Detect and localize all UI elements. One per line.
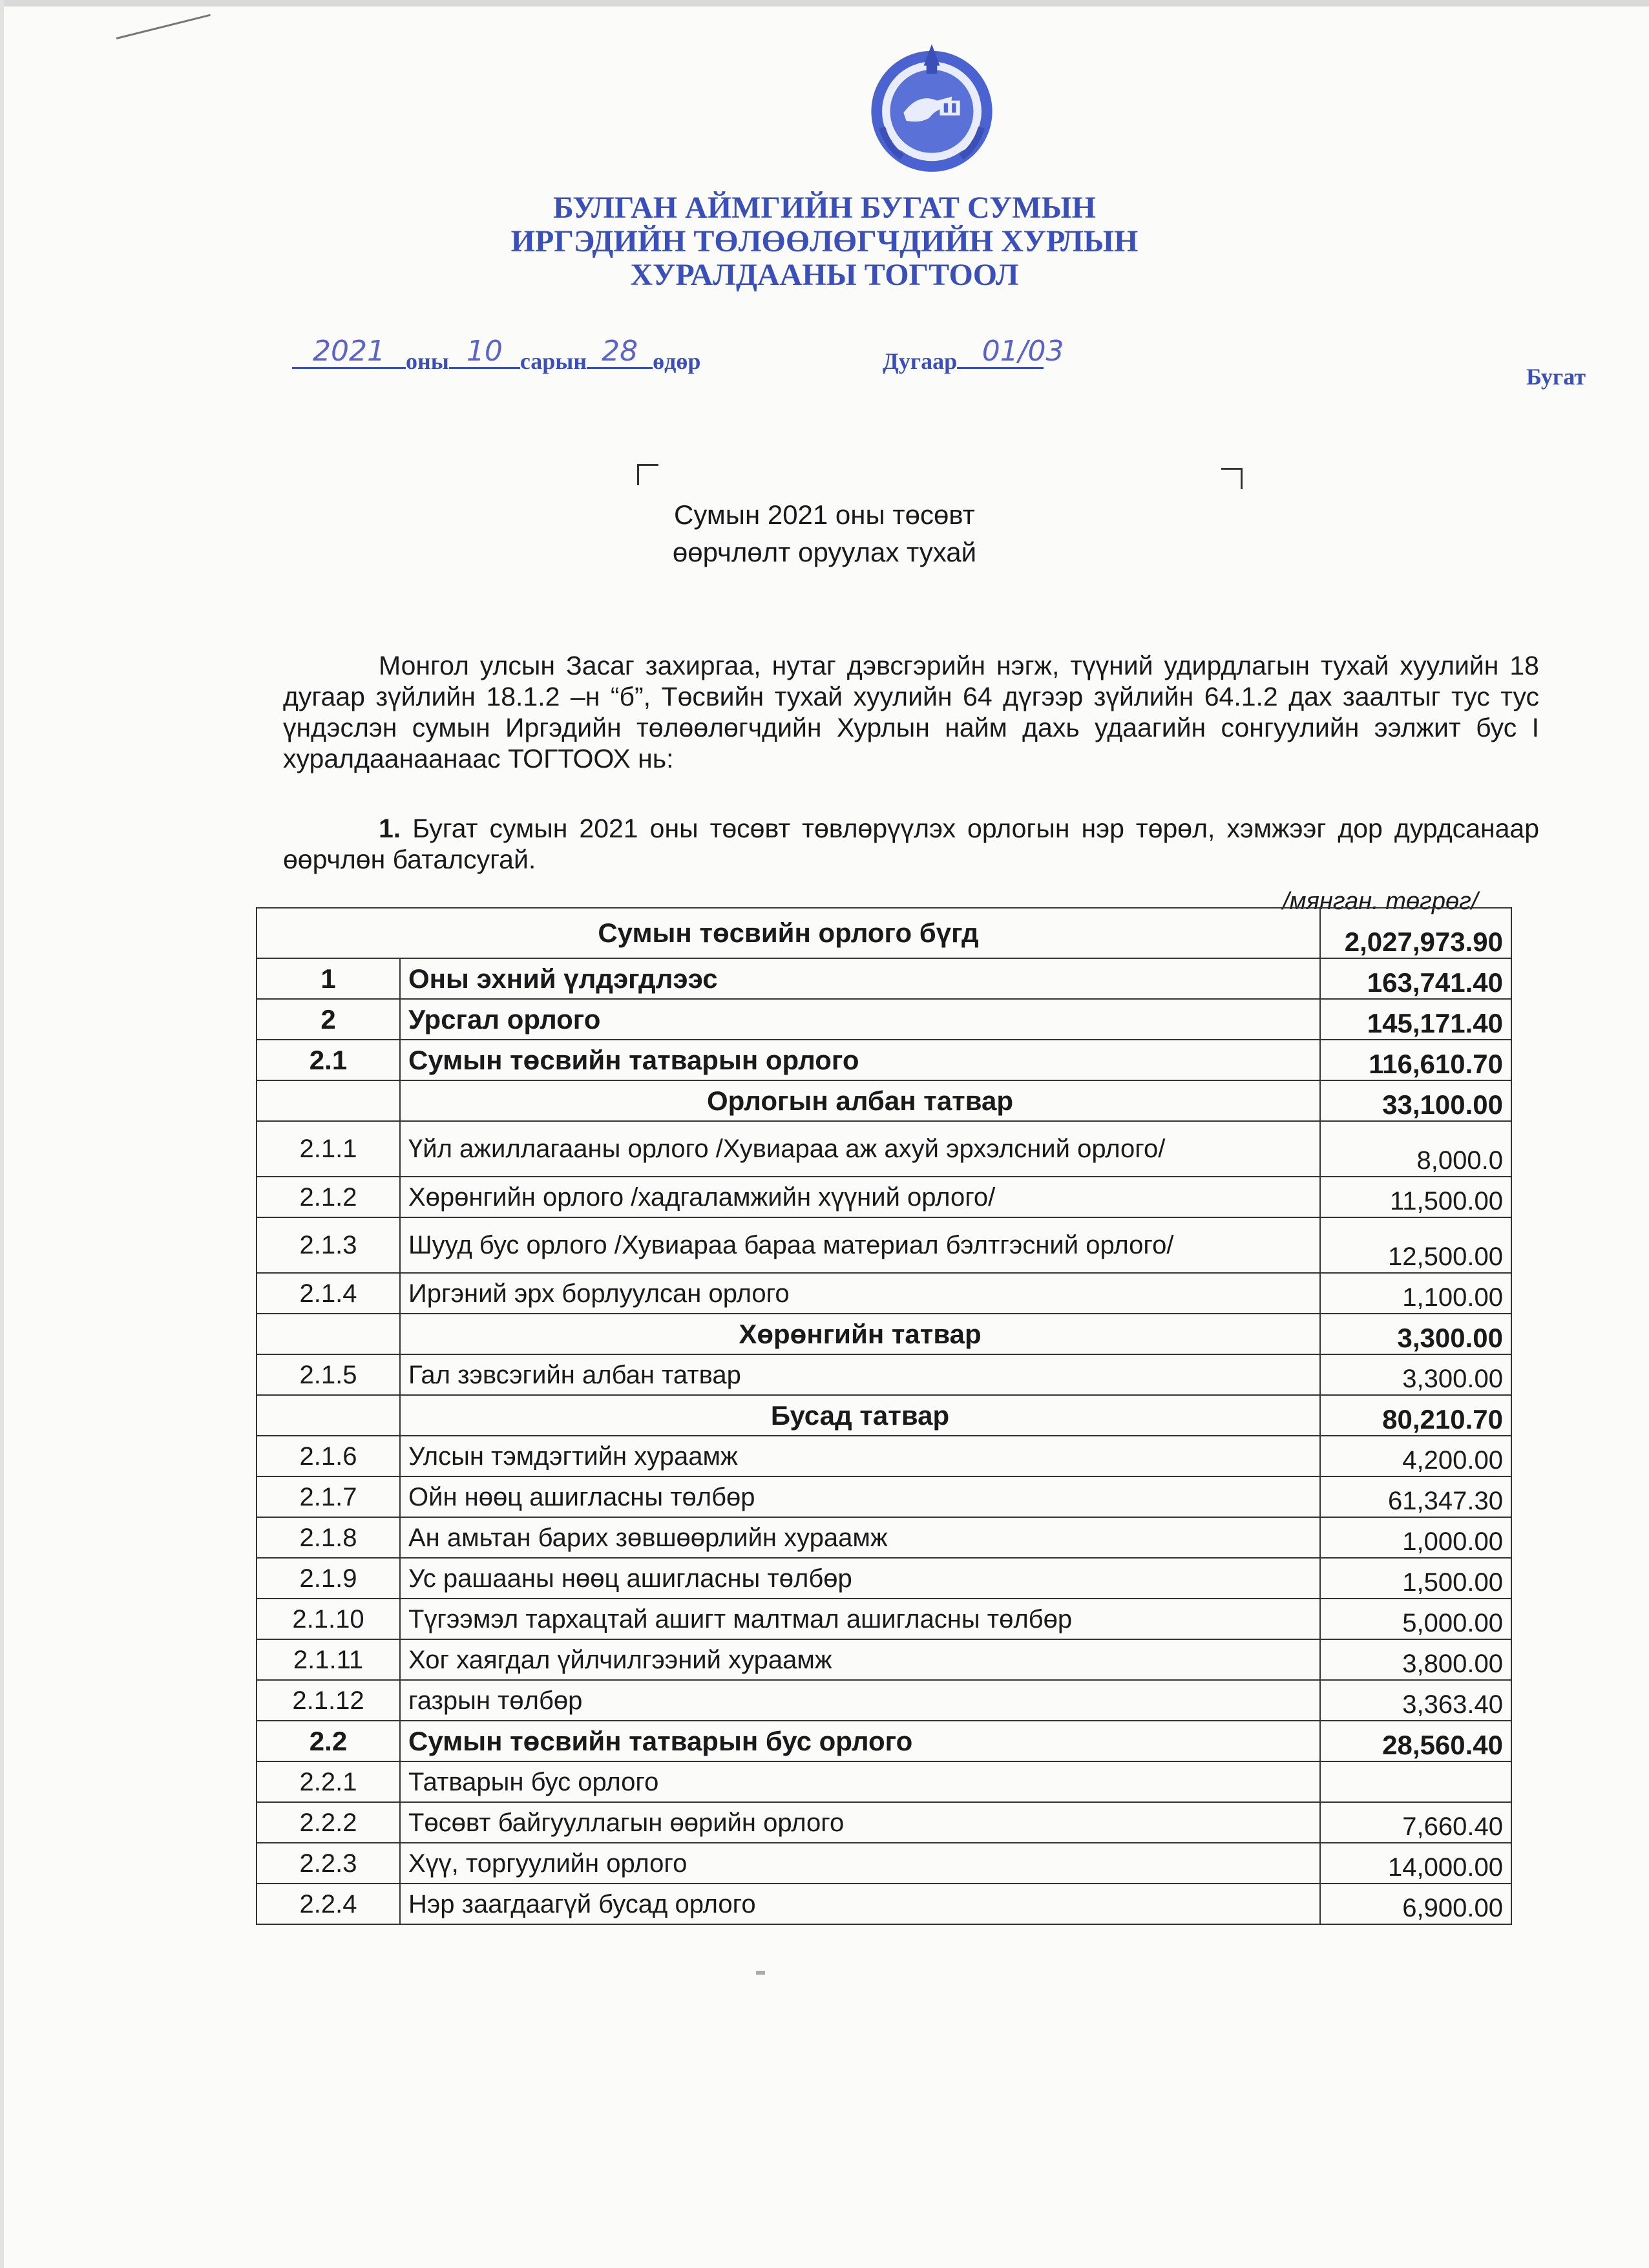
month-suffix: сарын [520,348,587,374]
row-value: 116,610.70 [1320,1040,1511,1080]
table-row [257,1639,1511,1680]
table-row [257,1177,1511,1217]
row-code [257,1395,400,1436]
year-handwritten: 2021 [313,335,385,368]
row-value: 7,660.40 [1320,1802,1511,1843]
row-value: 80,210.70 [1320,1395,1511,1436]
row-code: 2.1 [257,1040,400,1080]
row-name: Оны эхний үлдэгдлээс [400,958,1320,999]
preamble-paragraph: Монгол улсын Засаг захиргаа, нутаг дэвсгэрийн нэгж, түүний удирдлагын тухай хуулийн 18 дугаар зүйлийн 18.1.2 –н “б”, Төсвийн тухай хуулийн 64 дүгээр зүйлийн 64.1.2 дах заалтыг тус тус үндэслэн сумын Иргэдийн төлөөлөгчдийн Хурлын найм дахь удаагийн сонгуулийн ээлжит бус I хуралдаанаанаас ТОГТООХ нь: [283,651,1539,773]
row-code: 2.1.11 [257,1639,400,1680]
table-row [257,1884,1511,1924]
row-code: 2.2 [257,1721,400,1761]
scan-border-top [0,0,1649,6]
document-title [0,496,1649,571]
table-row [257,1273,1511,1314]
row-value: 11,500.00 [1320,1177,1511,1217]
row-code [257,1080,400,1121]
row-name: Үйл ажиллагааны орлого /Хувиараа аж ахуй эрхэлсний орлого/ [400,1121,1320,1177]
row-value: 61,347.30 [1320,1476,1511,1517]
row-code: 2.1.10 [257,1599,400,1639]
row-value: 1,000.00 [1320,1517,1511,1558]
item-1-number: 1. [379,814,401,843]
day-blank [587,335,653,369]
row-code: 2.1.8 [257,1517,400,1558]
row-code: 2.2.3 [257,1843,400,1884]
table-row [257,1476,1511,1517]
number-line [883,335,1064,375]
row-value: 8,000.0 [1320,1121,1511,1177]
table-row [257,999,1511,1040]
number-handwritten: 01/03 [982,335,1064,368]
item-1-paragraph [283,813,1539,875]
row-name: Орлогын албан татвар [400,1080,1320,1121]
month-handwritten: 10 [466,335,503,368]
total-value: 2,027,973.90 [1320,908,1511,958]
row-value: 1,500.00 [1320,1558,1511,1599]
table-row [257,1354,1511,1395]
day-suffix: өдөр [653,348,701,374]
table-row [257,1843,1511,1884]
row-value: 14,000.00 [1320,1843,1511,1884]
row-code: 1 [257,958,400,999]
scan-speck [756,1971,765,1975]
row-code: 2 [257,999,400,1040]
row-value: 5,000.00 [1320,1599,1511,1639]
row-name: Шууд бус орлого /Хувиараа бараа материал бэлтгэсний орлого/ [400,1217,1320,1273]
row-code: 2.1.3 [257,1217,400,1273]
row-value: 4,200.00 [1320,1436,1511,1476]
row-name: Ан амьтан барих зөвшөөрлийн хураамж [400,1517,1320,1558]
unit-note: /мянган. төгрөг/ [1283,888,1478,915]
row-value: 12,500.00 [1320,1217,1511,1273]
row-code [257,1314,400,1354]
row-name: Бусад татвар [400,1395,1320,1436]
row-name: Хөрөнгийн татвар [400,1314,1320,1354]
table-row [257,1314,1511,1354]
row-value: 1,100.00 [1320,1273,1511,1314]
row-name: Татварын бус орлого [400,1761,1320,1802]
row-value: 3,300.00 [1320,1314,1511,1354]
row-code: 2.2.2 [257,1802,400,1843]
row-value: 163,741.40 [1320,958,1511,999]
org-line-3: ХУРАЛДААНЫ ТОГТООЛ [630,258,1019,292]
row-name: Түгээмэл тархацтай ашигт малтмал ашигласны төлбөр [400,1599,1320,1639]
row-value: 3,300.00 [1320,1354,1511,1395]
place-name: Бугат [1526,364,1586,390]
table-row [257,958,1511,999]
title-line-2: өөрчлөлт оруулах тухай [672,537,977,567]
row-code: 2.1.2 [257,1177,400,1217]
table-row [257,1761,1511,1802]
table-row [257,1080,1511,1121]
row-name: Сумын төсвийн татварын орлого [400,1040,1320,1080]
month-blank [449,335,520,369]
item-1-text: Бугат сумын 2021 оны төсөвт төвлөрүүлэх орлогын нэр төрөл, хэмжээг дор дурдсанаар өөрчлөн баталсугай. [283,814,1539,874]
row-value: 33,100.00 [1320,1080,1511,1121]
row-name: Иргэний эрх борлуулсан орлого [400,1273,1320,1314]
row-name: газрын төлбөр [400,1680,1320,1721]
year-suffix: оны [406,348,449,374]
number-blank [957,335,1064,369]
state-emblem-icon [865,39,999,173]
org-line-2: ИРГЭДИЙН ТӨЛӨӨЛӨГЧДИЙН ХУРЛЫН [510,224,1139,258]
title-line-1: Сумын 2021 оны төсөвт [674,499,975,530]
row-value: 6,900.00 [1320,1884,1511,1924]
table-row [257,1680,1511,1721]
row-name: Хөрөнгийн орлого /хадгаламжийн хүүний орлого/ [400,1177,1320,1217]
table-row [257,1217,1511,1273]
table-row [257,1558,1511,1599]
title-corner-left [637,464,658,485]
row-name: Ус рашааны нөөц ашигласны төлбөр [400,1558,1320,1599]
pen-stroke-mark [116,14,211,39]
row-code: 2.1.6 [257,1436,400,1476]
row-value: 28,560.40 [1320,1721,1511,1761]
revenue-table [256,907,1512,1925]
scan-border-left [0,0,4,2268]
row-code: 2.1.4 [257,1273,400,1314]
row-code: 2.1.1 [257,1121,400,1177]
row-value: 145,171.40 [1320,999,1511,1040]
title-corner-right [1221,468,1243,489]
row-name: Хог хаягдал үйлчилгээний хураамж [400,1639,1320,1680]
date-line [292,335,701,375]
row-name: Ойн нөөц ашигласны төлбөр [400,1476,1320,1517]
row-code: 2.1.12 [257,1680,400,1721]
row-name: Сумын төсвийн татварын бус орлого [400,1721,1320,1761]
row-name: Нэр заагдаагүй бусад орлого [400,1884,1320,1924]
row-code: 2.2.1 [257,1761,400,1802]
table-row [257,1802,1511,1843]
number-label: Дугаар [883,348,958,374]
table-row [257,1040,1511,1080]
table-row [257,1517,1511,1558]
row-name: Улсын тэмдэгтийн хураамж [400,1436,1320,1476]
table-row [257,1436,1511,1476]
row-name: Урсгал орлого [400,999,1320,1040]
row-name: Гал зэвсэгийн албан татвар [400,1354,1320,1395]
row-value [1320,1761,1511,1802]
table-total-row [257,908,1511,958]
row-code: 2.1.7 [257,1476,400,1517]
row-name: Төсөвт байгууллагын өөрийн орлого [400,1802,1320,1843]
org-line-1: БУЛГАН АЙМГИЙН БУГАТ СУМЫН [553,191,1096,225]
row-value: 3,800.00 [1320,1639,1511,1680]
table-row [257,1121,1511,1177]
row-code: 2.1.5 [257,1354,400,1395]
table-row [257,1599,1511,1639]
letterhead-organization [0,191,1649,292]
day-handwritten: 28 [602,335,638,368]
row-name: Хүү, торгуулийн орлого [400,1843,1320,1884]
table-row [257,1721,1511,1761]
total-label: Сумын төсвийн орлого бүгд [257,908,1320,958]
year-blank [292,335,406,369]
table-row [257,1395,1511,1436]
row-code: 2.2.4 [257,1884,400,1924]
row-code: 2.1.9 [257,1558,400,1599]
row-value: 3,363.40 [1320,1680,1511,1721]
